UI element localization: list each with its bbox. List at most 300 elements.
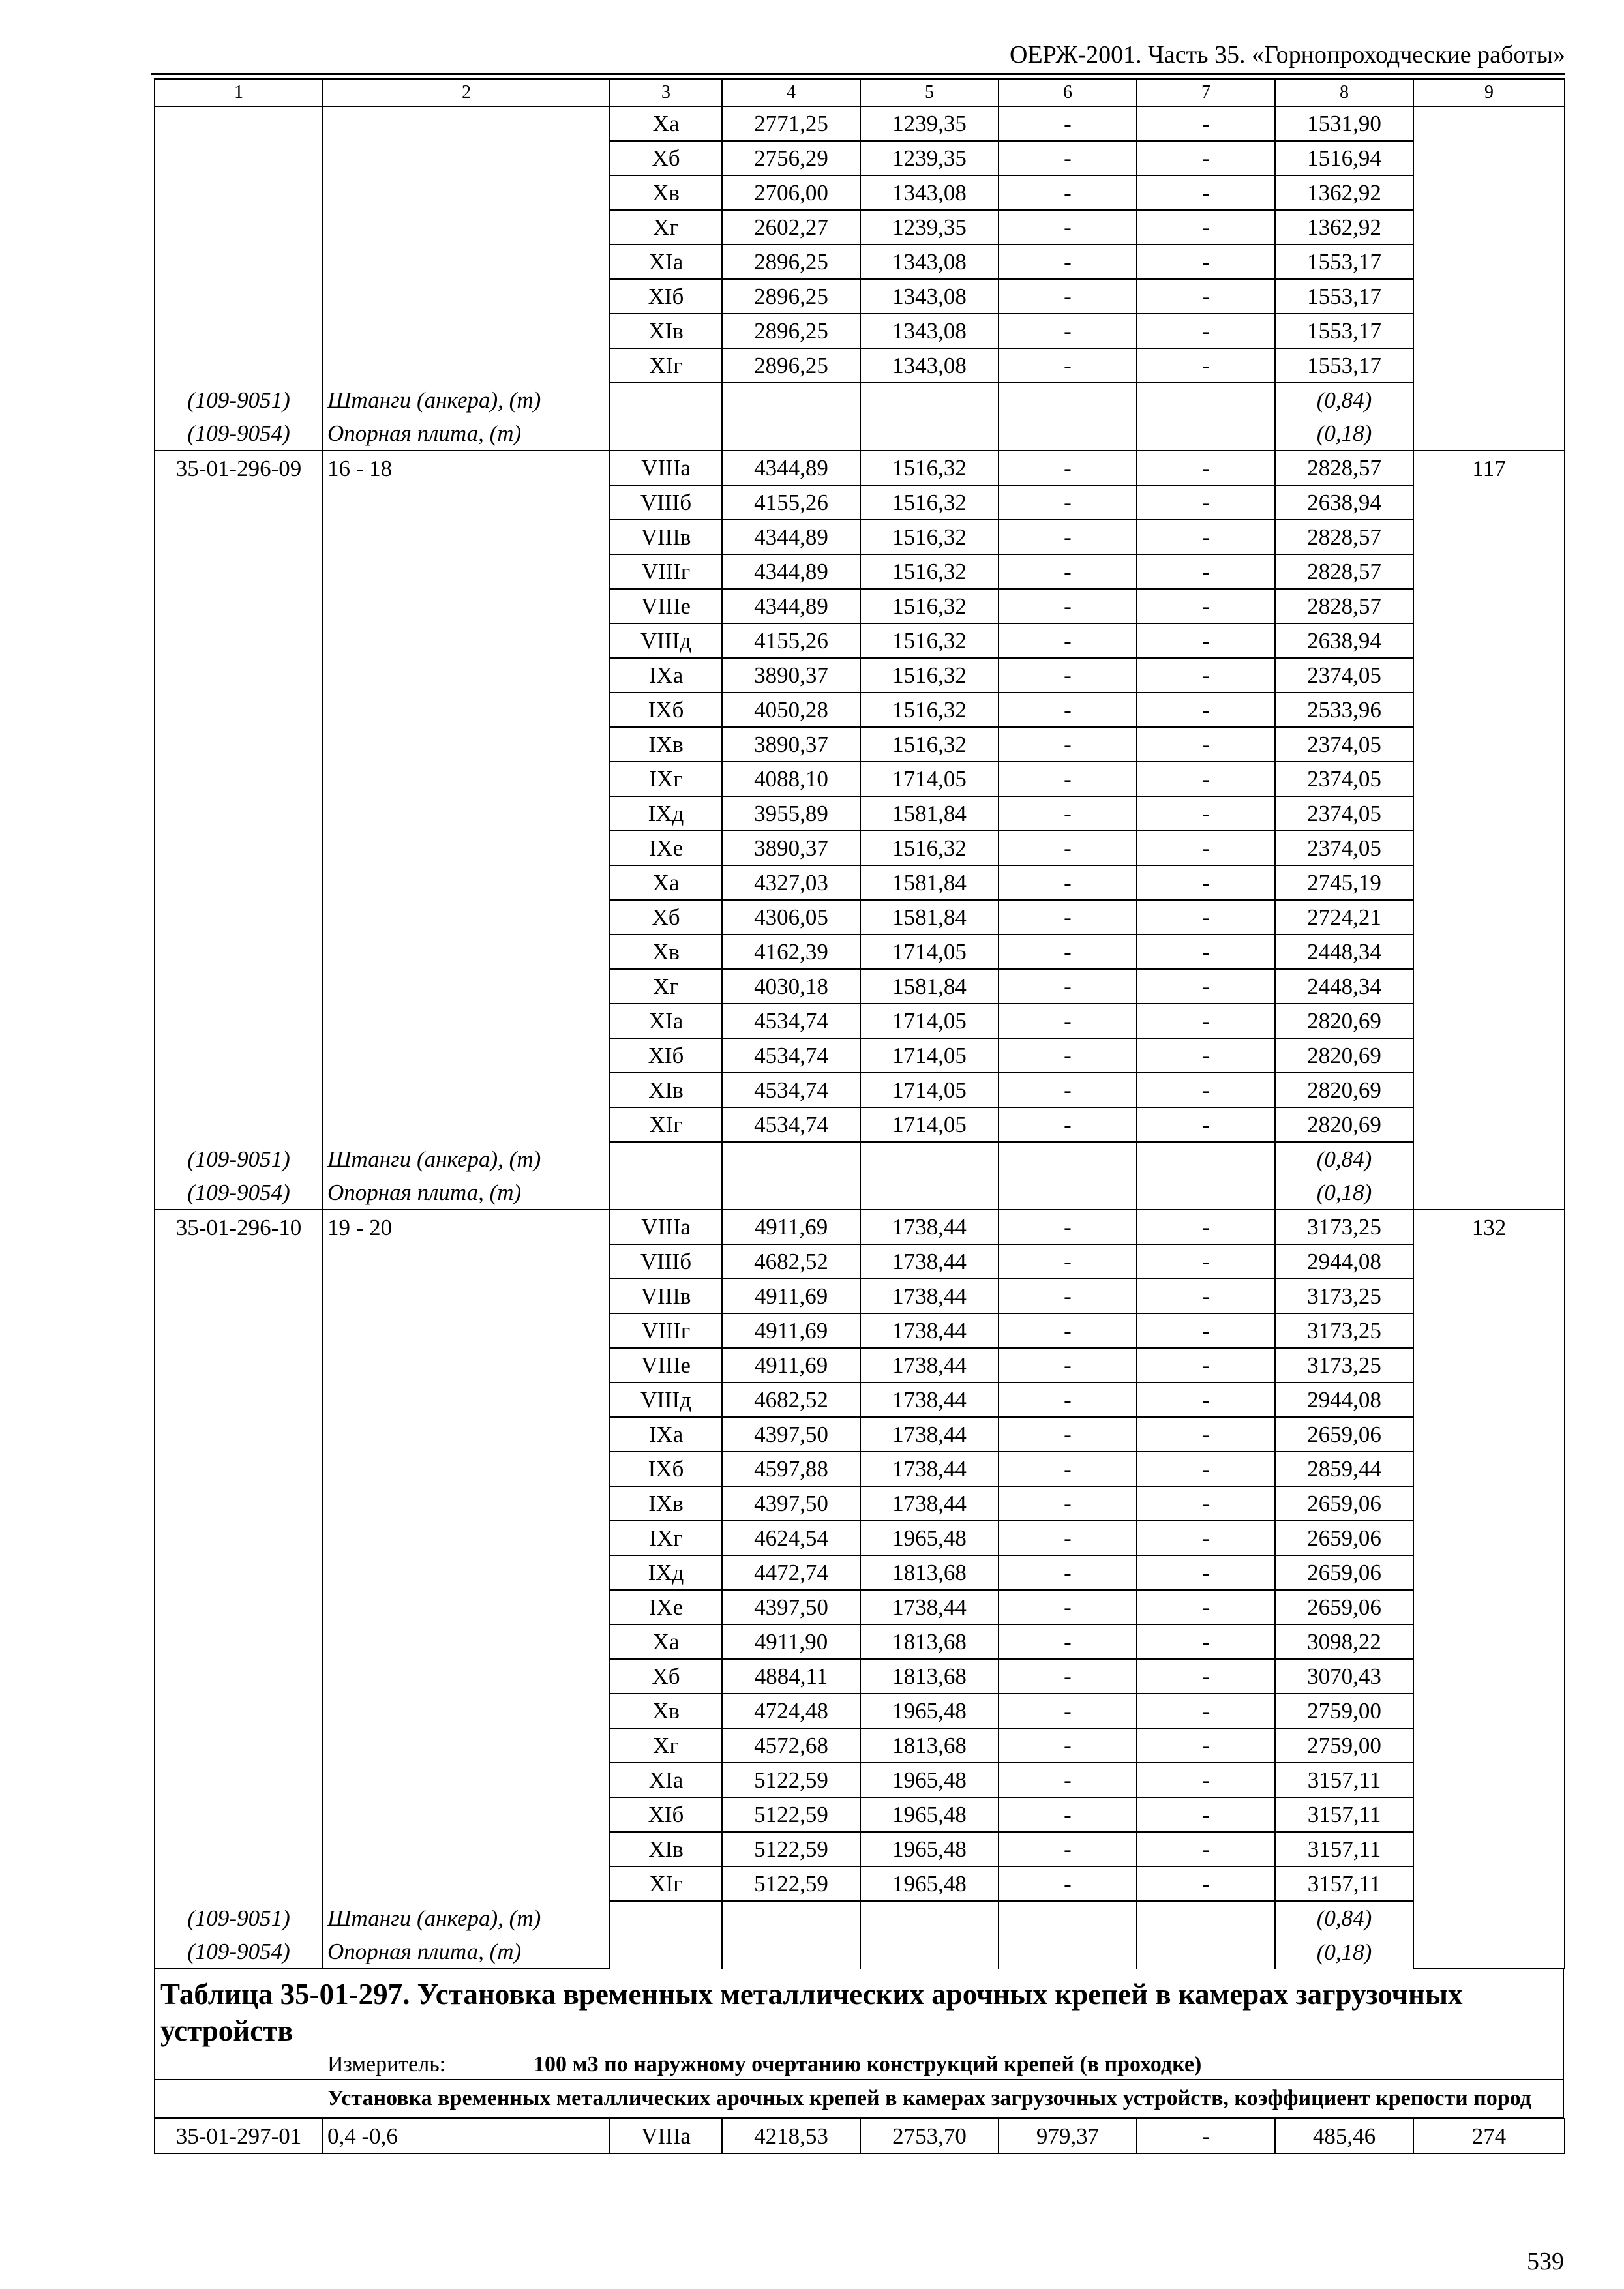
resource-value: (0,84): [1275, 1142, 1413, 1176]
table-row: [155, 727, 1565, 762]
value-cell: 4155,26: [722, 623, 860, 658]
table-row: [155, 1555, 1565, 1590]
value-cell: 2533,96: [1275, 693, 1413, 727]
empty-cell: [722, 1176, 860, 1210]
category-cell: Хг: [610, 1728, 722, 1763]
code-cell: [155, 1038, 323, 1073]
table-row: [155, 865, 1565, 900]
value-cell: [1413, 1694, 1565, 1728]
table-row: [155, 1659, 1565, 1694]
param-cell: 19 - 20: [323, 1210, 610, 1244]
code-cell: [155, 106, 323, 141]
value-cell: -: [999, 485, 1137, 520]
param-cell: [323, 175, 610, 210]
col-number: 9: [1413, 79, 1565, 106]
value-cell: 1714,05: [860, 762, 999, 796]
value-cell: -: [1137, 210, 1275, 245]
resource-note-row: [155, 1901, 1565, 1935]
value-cell: -: [999, 175, 1137, 210]
param-cell: [323, 1866, 610, 1901]
value-cell: -: [999, 831, 1137, 865]
table-row: [155, 1452, 1565, 1486]
value-cell: [1413, 1279, 1565, 1313]
value-cell: -: [999, 554, 1137, 589]
table-row: [155, 762, 1565, 796]
category-cell: Ха: [610, 865, 722, 900]
category-cell: VIIIг: [610, 1313, 722, 1348]
value-cell: -: [1137, 485, 1275, 520]
value-cell: -: [999, 900, 1137, 935]
empty-cell: [1413, 1142, 1565, 1176]
resource-name: Опорная плита, (т): [323, 1935, 610, 1969]
value-cell: -: [1137, 1728, 1275, 1763]
table-row: [155, 1107, 1565, 1142]
resource-value: (0,18): [1275, 1176, 1413, 1210]
value-cell: 4088,10: [722, 762, 860, 796]
value-cell: -: [1137, 520, 1275, 554]
value-cell: -: [999, 658, 1137, 693]
value-cell: -: [1137, 106, 1275, 141]
param-cell: [323, 106, 610, 141]
value-cell: 4030,18: [722, 969, 860, 1004]
category-cell: Хг: [610, 210, 722, 245]
code-cell: 35-01-296-09: [155, 451, 323, 485]
empty-cell: [999, 1142, 1137, 1176]
param-cell: [323, 1728, 610, 1763]
table-row: [155, 1486, 1565, 1521]
value-cell: [1413, 1624, 1565, 1659]
category-cell: IХб: [610, 1452, 722, 1486]
value-cell: 2745,19: [1275, 865, 1413, 900]
value-cell: [1413, 348, 1565, 383]
empty-cell: [610, 1176, 722, 1210]
value-cell: 1714,05: [860, 1004, 999, 1038]
value-cell: 2820,69: [1275, 1073, 1413, 1107]
table-row: [155, 1728, 1565, 1763]
value-cell: 4050,28: [722, 693, 860, 727]
category-cell: ХIв: [610, 1832, 722, 1866]
category-cell: VIIIе: [610, 1348, 722, 1383]
resource-value: (0,18): [1275, 417, 1413, 451]
param-cell: [323, 935, 610, 969]
code-cell: [155, 1624, 323, 1659]
value-cell: -: [1137, 1107, 1275, 1142]
category-cell: ХIв: [610, 314, 722, 348]
param-cell: [323, 314, 610, 348]
resource-name: Опорная плита, (т): [323, 1176, 610, 1210]
value-cell: [1413, 1555, 1565, 1590]
value-cell: 1516,32: [860, 554, 999, 589]
value-cell: -: [999, 1659, 1137, 1694]
value-cell: 4397,50: [722, 1486, 860, 1521]
value-cell: -: [999, 1452, 1137, 1486]
value-cell: [1413, 693, 1565, 727]
value-cell: -: [1137, 1694, 1275, 1728]
empty-cell: [999, 417, 1137, 451]
code-cell: [155, 727, 323, 762]
value-cell: -: [1137, 1313, 1275, 1348]
value-cell: 1553,17: [1275, 348, 1413, 383]
value-cell: 1516,32: [860, 451, 999, 485]
value-cell: 3098,22: [1275, 1624, 1413, 1659]
value-cell: [1413, 1590, 1565, 1624]
value-cell: -: [1137, 1555, 1275, 1590]
param-cell: [323, 1763, 610, 1797]
empty-cell: [610, 383, 722, 417]
param-cell: [323, 900, 610, 935]
value-cell: [1413, 1313, 1565, 1348]
value-cell: 1738,44: [860, 1417, 999, 1452]
param-cell: [323, 554, 610, 589]
value-cell: 4534,74: [722, 1038, 860, 1073]
category-cell: ХIб: [610, 1038, 722, 1073]
value-cell: 3070,43: [1275, 1659, 1413, 1694]
value-cell: -: [999, 1210, 1137, 1244]
code-cell: [155, 1452, 323, 1486]
empty-cell: [1413, 417, 1565, 451]
value-cell: 3157,11: [1275, 1832, 1413, 1866]
value-cell: 2638,94: [1275, 623, 1413, 658]
value-cell: -: [1137, 141, 1275, 175]
value-cell: -: [1137, 796, 1275, 831]
value-cell: 2659,06: [1275, 1555, 1413, 1590]
value-cell: -: [1137, 1797, 1275, 1832]
column-number-row: [155, 79, 1565, 106]
category-cell: Хв: [610, 175, 722, 210]
category-cell: IХе: [610, 831, 722, 865]
category-cell: IХа: [610, 658, 722, 693]
category-cell: IХа: [610, 1417, 722, 1452]
value-cell: 5122,59: [722, 1832, 860, 1866]
category-cell: VIIIа: [610, 2119, 722, 2153]
table-row: [155, 1383, 1565, 1417]
param-cell: [323, 1244, 610, 1279]
empty-cell: [999, 1901, 1137, 1935]
value-cell: -: [999, 451, 1137, 485]
empty-cell: [610, 1142, 722, 1176]
value-cell: -: [1137, 831, 1275, 865]
value-cell: -: [1137, 451, 1275, 485]
value-cell: 1714,05: [860, 1073, 999, 1107]
value-cell: -: [1137, 1659, 1275, 1694]
resource-note-row: [155, 1935, 1565, 1969]
empty-cell: [860, 1901, 999, 1935]
value-cell: -: [1137, 175, 1275, 210]
empty-cell: [1137, 383, 1275, 417]
table-row: [155, 451, 1565, 485]
value-cell: [1413, 1866, 1565, 1901]
value-cell: 4162,39: [722, 935, 860, 969]
value-cell: 2820,69: [1275, 1038, 1413, 1073]
value-cell: 3173,25: [1275, 1210, 1413, 1244]
value-cell: 3890,37: [722, 831, 860, 865]
value-cell: [1413, 1659, 1565, 1694]
param-cell: [323, 1694, 610, 1728]
col-number: 6: [999, 79, 1137, 106]
value-cell: [1413, 935, 1565, 969]
value-cell: 979,37: [999, 2119, 1137, 2153]
value-cell: [1413, 279, 1565, 314]
value-cell: 1516,32: [860, 623, 999, 658]
code-cell: [155, 1417, 323, 1452]
param-cell: [323, 485, 610, 520]
empty-cell: [1413, 1935, 1565, 1969]
value-cell: -: [999, 1624, 1137, 1659]
empty-cell: [610, 1935, 722, 1969]
table-row: [155, 1797, 1565, 1832]
resource-value: (0,84): [1275, 1901, 1413, 1935]
value-cell: 2374,05: [1275, 796, 1413, 831]
table-row: [155, 1004, 1565, 1038]
value-cell: -: [1137, 1866, 1275, 1901]
value-cell: -: [999, 1866, 1137, 1901]
category-cell: ХIа: [610, 1004, 722, 1038]
empty-cell: [1413, 1901, 1565, 1935]
empty-cell: [1413, 383, 1565, 417]
resource-note-row: [155, 417, 1565, 451]
category-cell: ХIг: [610, 1107, 722, 1142]
value-cell: 1738,44: [860, 1244, 999, 1279]
category-cell: IХд: [610, 796, 722, 831]
value-cell: -: [1137, 1004, 1275, 1038]
value-cell: 2706,00: [722, 175, 860, 210]
category-cell: VIIIа: [610, 1210, 722, 1244]
value-cell: 2659,06: [1275, 1590, 1413, 1624]
value-cell: 1343,08: [860, 348, 999, 383]
param-cell: [323, 1313, 610, 1348]
value-cell: -: [1137, 693, 1275, 727]
value-cell: [1413, 1832, 1565, 1866]
value-cell: 1813,68: [860, 1728, 999, 1763]
value-cell: -: [1137, 279, 1275, 314]
value-cell: [1413, 900, 1565, 935]
value-cell: 4397,50: [722, 1417, 860, 1452]
value-cell: 2602,27: [722, 210, 860, 245]
category-cell: Хв: [610, 1694, 722, 1728]
value-cell: 5122,59: [722, 1797, 860, 1832]
value-cell: 4344,89: [722, 554, 860, 589]
value-cell: 1516,32: [860, 831, 999, 865]
code-cell: [155, 1866, 323, 1901]
value-cell: [1413, 831, 1565, 865]
resource-code: (109-9051): [155, 1142, 323, 1176]
category-cell: VIIIд: [610, 623, 722, 658]
code-cell: [155, 314, 323, 348]
resource-value: (0,84): [1275, 383, 1413, 417]
value-cell: -: [1137, 900, 1275, 935]
param-cell: [323, 831, 610, 865]
resource-name: Штанги (анкера), (т): [323, 383, 610, 417]
code-cell: [155, 1832, 323, 1866]
value-cell: 4724,48: [722, 1694, 860, 1728]
value-cell: 2724,21: [1275, 900, 1413, 935]
value-cell: 1581,84: [860, 900, 999, 935]
value-cell: -: [999, 762, 1137, 796]
value-cell: [1413, 554, 1565, 589]
empty-cell: [1413, 1176, 1565, 1210]
value-cell: -: [999, 1486, 1137, 1521]
value-cell: 2896,25: [722, 279, 860, 314]
value-cell: 1738,44: [860, 1452, 999, 1486]
category-cell: ХIб: [610, 1797, 722, 1832]
table-row: [155, 106, 1565, 141]
value-cell: -: [1137, 1763, 1275, 1797]
category-cell: ХIа: [610, 1763, 722, 1797]
value-cell: 1738,44: [860, 1348, 999, 1383]
empty-cell: [1137, 1142, 1275, 1176]
value-cell: 2828,57: [1275, 520, 1413, 554]
param-cell: [323, 727, 610, 762]
code-cell: [155, 969, 323, 1004]
value-cell: -: [1137, 969, 1275, 1004]
value-cell: 4534,74: [722, 1073, 860, 1107]
value-cell: -: [1137, 1383, 1275, 1417]
document-title: ОЕРЖ-2001. Часть 35. «Горнопроходческие работы»: [1010, 41, 1565, 68]
value-cell: -: [999, 106, 1137, 141]
table-row: [155, 1832, 1565, 1866]
code-cell: [155, 245, 323, 279]
code-cell: [155, 623, 323, 658]
category-cell: ХIг: [610, 1866, 722, 1901]
param-cell: [323, 1004, 610, 1038]
value-cell: -: [1137, 1279, 1275, 1313]
param-cell: [323, 969, 610, 1004]
value-cell: 1738,44: [860, 1590, 999, 1624]
param-cell: [323, 279, 610, 314]
value-cell: [1413, 1417, 1565, 1452]
value-cell: 2828,57: [1275, 554, 1413, 589]
empty-cell: [860, 383, 999, 417]
value-cell: 1531,90: [1275, 106, 1413, 141]
value-cell: [1413, 969, 1565, 1004]
value-cell: -: [999, 1004, 1137, 1038]
value-cell: -: [999, 1348, 1137, 1383]
table-row: [155, 1244, 1565, 1279]
value-cell: -: [999, 796, 1137, 831]
col-number: 2: [323, 79, 610, 106]
value-cell: 2448,34: [1275, 969, 1413, 1004]
resource-code: (109-9051): [155, 383, 323, 417]
code-cell: [155, 1279, 323, 1313]
value-cell: 3173,25: [1275, 1313, 1413, 1348]
category-cell: VIIIе: [610, 589, 722, 623]
param-cell: [323, 245, 610, 279]
empty-cell: [1137, 1935, 1275, 1969]
value-cell: [1413, 865, 1565, 900]
table-row: [155, 141, 1565, 175]
value-cell: 4344,89: [722, 451, 860, 485]
resource-name: Опорная плита, (т): [323, 417, 610, 451]
resource-name: Штанги (анкера), (т): [323, 1901, 610, 1935]
value-cell: -: [999, 623, 1137, 658]
category-cell: IХд: [610, 1555, 722, 1590]
value-cell: 2756,29: [722, 141, 860, 175]
value-cell: 2828,57: [1275, 451, 1413, 485]
code-cell: [155, 1313, 323, 1348]
code-cell: [155, 1383, 323, 1417]
code-cell: [155, 831, 323, 865]
code-cell: [155, 865, 323, 900]
value-cell: 1965,48: [860, 1521, 999, 1555]
value-cell: -: [999, 1728, 1137, 1763]
empty-cell: [1137, 1176, 1275, 1210]
value-cell: [1413, 1728, 1565, 1763]
value-cell: [1413, 245, 1565, 279]
code-cell: [155, 1763, 323, 1797]
value-cell: -: [1137, 658, 1275, 693]
param-cell: [323, 520, 610, 554]
value-cell: -: [999, 1763, 1137, 1797]
category-cell: ХIв: [610, 1073, 722, 1107]
table-row: [155, 1210, 1565, 1244]
value-cell: 4624,54: [722, 1521, 860, 1555]
param-cell: [323, 1624, 610, 1659]
value-cell: [1413, 314, 1565, 348]
code-cell: [155, 1348, 323, 1383]
param-cell: [323, 1659, 610, 1694]
value-cell: -: [999, 693, 1137, 727]
param-cell: [323, 1279, 610, 1313]
code-cell: [155, 1486, 323, 1521]
value-cell: 1965,48: [860, 1832, 999, 1866]
value-cell: -: [999, 727, 1137, 762]
col-number: 1: [155, 79, 323, 106]
resource-name: Штанги (анкера), (т): [323, 1142, 610, 1176]
value-cell: [1413, 1348, 1565, 1383]
value-cell: 4911,69: [722, 1279, 860, 1313]
value-cell: -: [1137, 1210, 1275, 1244]
table-row: [155, 245, 1565, 279]
value-cell: [1413, 796, 1565, 831]
empty-cell: [722, 417, 860, 451]
empty-cell: [610, 1901, 722, 1935]
table-297-unit: [155, 2050, 1563, 2079]
param-cell: [323, 1348, 610, 1383]
value-cell: -: [1137, 935, 1275, 969]
value-cell: 2820,69: [1275, 1004, 1413, 1038]
value-cell: 2659,06: [1275, 1521, 1413, 1555]
value-cell: [1413, 623, 1565, 658]
table-row: [155, 1279, 1565, 1313]
table-row: [155, 2119, 1565, 2153]
value-cell: -: [1137, 865, 1275, 900]
value-cell: [1413, 1383, 1565, 1417]
value-cell: 1343,08: [860, 245, 999, 279]
table-row: [155, 520, 1565, 554]
empty-cell: [860, 1142, 999, 1176]
value-cell: 2448,34: [1275, 935, 1413, 969]
value-cell: [1413, 1038, 1565, 1073]
value-cell: 1239,35: [860, 210, 999, 245]
value-cell: 2759,00: [1275, 1694, 1413, 1728]
unit-label: Измеритель:: [327, 2052, 446, 2076]
page-header: [151, 38, 1565, 75]
empty-cell: [1137, 417, 1275, 451]
value-cell: 274: [1413, 2119, 1565, 2153]
table-row: [155, 279, 1565, 314]
value-cell: -: [1137, 348, 1275, 383]
rates-table-body: [155, 79, 1565, 1969]
value-cell: 4472,74: [722, 1555, 860, 1590]
value-cell: 1516,32: [860, 658, 999, 693]
table-row: [155, 1866, 1565, 1901]
value-cell: 2659,06: [1275, 1417, 1413, 1452]
value-cell: [1413, 1452, 1565, 1486]
value-cell: 1965,48: [860, 1694, 999, 1728]
value-cell: -: [999, 279, 1137, 314]
code-cell: [155, 1004, 323, 1038]
value-cell: 4218,53: [722, 2119, 860, 2153]
